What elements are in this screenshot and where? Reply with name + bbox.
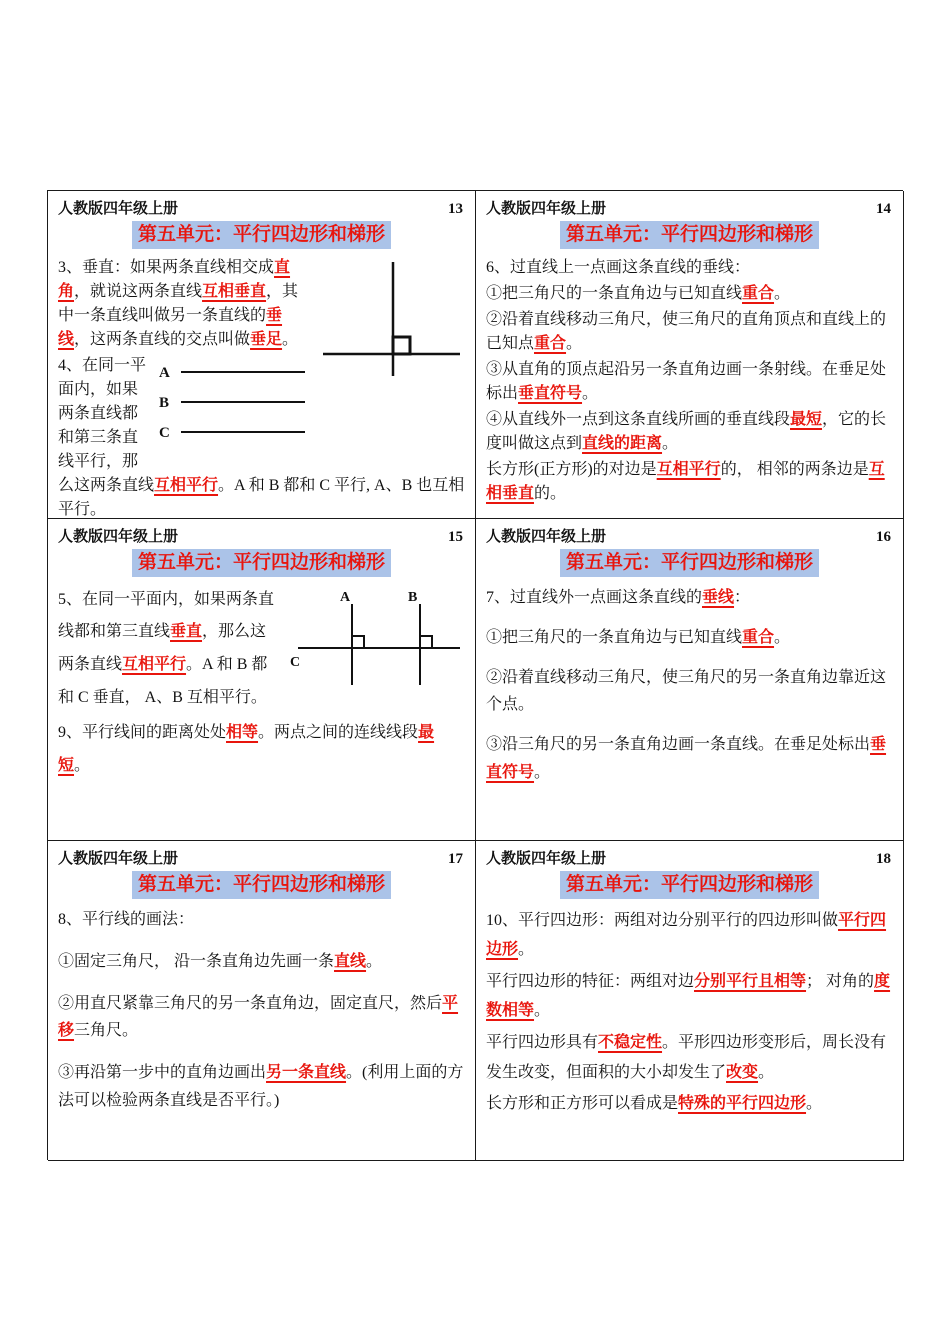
text-segment: 长方形(正方形)的对边是 xyxy=(486,460,657,478)
unit-title xyxy=(476,871,903,899)
highlighted-term: 不稳定性 xyxy=(598,1034,663,1052)
card-header xyxy=(48,519,475,546)
note-card-18 xyxy=(476,841,904,1161)
paragraph xyxy=(486,1089,893,1119)
note-card-15 xyxy=(48,519,476,841)
book-title: 人教版四年级上册 xyxy=(486,201,607,217)
paragraph xyxy=(486,664,893,718)
paragraph xyxy=(486,282,893,306)
paragraph xyxy=(486,967,893,1026)
card-header xyxy=(476,841,903,868)
paragraph xyxy=(486,584,893,611)
highlighted-term: 互相平行 xyxy=(154,476,219,494)
unit-title xyxy=(48,871,475,899)
highlighted-term: 垂足 xyxy=(250,330,283,348)
svg-text:B: B xyxy=(159,394,170,411)
text-segment: 平行四边形具有 xyxy=(486,1034,599,1052)
svg-text:C: C xyxy=(290,654,301,670)
highlighted-term: 直线 xyxy=(334,952,367,970)
card-body xyxy=(48,254,475,519)
page-number: 17 xyxy=(448,851,463,867)
note-card-13 xyxy=(48,191,476,519)
book-title: 人教版四年级上册 xyxy=(58,851,179,867)
paragraph xyxy=(486,408,893,456)
two-perpendiculars-diagram xyxy=(290,586,465,704)
paragraph xyxy=(58,990,465,1044)
text-segment: 。两点之间的连线线段 xyxy=(258,723,419,741)
text-segment: 。 xyxy=(534,1002,551,1020)
text-segment: 。 xyxy=(534,763,551,781)
text-segment: 10、平行四边形：两组对边分别平行的四边形叫做 xyxy=(486,911,839,929)
highlighted-term: 平移 xyxy=(58,995,459,1040)
text-segment: 的， 相邻的两条边是 xyxy=(720,460,869,478)
card-body xyxy=(48,582,475,793)
text-segment: 。 xyxy=(366,952,383,970)
text-segment: 平行四边形的特征：两组对边 xyxy=(486,972,695,990)
text-segment: ③再沿第一步中的直角边画出 xyxy=(58,1064,267,1082)
parallel-lines-abc-diagram xyxy=(157,356,307,454)
text-segment: ③沿三角尺的另一条直角边画一条直线。在垂足处标出 xyxy=(486,736,871,754)
text-segment: 。A 和 B 都和 C 平行, A、B 也互相平行。 xyxy=(58,476,465,518)
highlighted-term: 最短 xyxy=(790,410,823,428)
text-segment: 4、在同一平面内，如果两条直线都和第三条直线平行，那么这两条直线 xyxy=(58,356,155,494)
page-number: 18 xyxy=(876,851,891,867)
paragraph xyxy=(58,717,465,783)
text-segment: 。 xyxy=(774,628,791,646)
svg-text:C: C xyxy=(159,424,170,441)
card-header xyxy=(476,191,903,218)
highlighted-term: 垂直符号 xyxy=(486,736,887,781)
text-segment: ④从直线外一点到这条直线所画的垂直线段 xyxy=(486,410,791,428)
highlighted-term: 重合 xyxy=(742,284,775,302)
highlighted-term: 相等 xyxy=(226,723,259,741)
highlighted-term: 直线的距离 xyxy=(582,434,663,452)
text-segment: ； 对角的 xyxy=(806,972,875,990)
text-segment: 。 xyxy=(282,330,299,348)
page-number: 13 xyxy=(448,201,463,217)
card-header xyxy=(476,519,903,546)
text-segment: 长方形和正方形可以看成是 xyxy=(486,1095,679,1113)
card-body xyxy=(476,582,903,807)
card-header xyxy=(48,191,475,218)
text-segment: ②用直尺紧靠三角尺的另一条直角边，固定直尺，然后 xyxy=(58,995,443,1013)
text-segment: 。A 和 B 都和 C 垂直， A、B 互相平行。 xyxy=(58,656,268,707)
text-segment: ②沿着直线移动三角尺，使三角尺的另一条直角边靠近这个点。 xyxy=(486,669,887,714)
highlighted-term: 直角 xyxy=(58,258,291,300)
notes-grid xyxy=(47,190,903,1160)
text-segment: 5、在同一平面内，如果两条直线都和第三直线 xyxy=(58,590,275,641)
unit-title xyxy=(48,549,475,577)
text-segment: 。 xyxy=(518,941,535,959)
highlighted-term: 垂直 xyxy=(170,623,203,641)
text-segment: ①固定三角尺， 沿一条直角边先画一条 xyxy=(58,952,335,970)
text-segment: 。 xyxy=(74,756,91,774)
highlighted-term: 垂直符号 xyxy=(518,384,583,402)
text-segment: 。 xyxy=(774,284,791,302)
text-segment: 。 xyxy=(662,434,679,452)
highlighted-term: 重合 xyxy=(742,628,775,646)
unit-title xyxy=(476,221,903,249)
text-segment: ，就说这两条直线 xyxy=(74,282,203,300)
highlighted-term: 特殊的平行四边形 xyxy=(678,1095,807,1113)
text-segment: ①把三角尺的一条直角边与已知直线 xyxy=(486,284,743,302)
highlighted-term: 分别平行且相等 xyxy=(694,972,807,990)
page-number: 16 xyxy=(876,529,891,545)
svg-text:A: A xyxy=(340,589,351,605)
page-number: 14 xyxy=(876,201,891,217)
paragraph xyxy=(486,308,893,356)
book-title: 人教版四年级上册 xyxy=(486,529,607,545)
text-segment: ③从直角的顶点起沿另一条直角边画一条射线。在垂足处标出 xyxy=(486,360,887,402)
book-title: 人教版四年级上册 xyxy=(58,201,179,217)
unit-title-text: 第五单元：平行四边形和梯形 xyxy=(132,221,391,249)
paragraph xyxy=(486,256,893,280)
text-segment: 。 xyxy=(758,1063,775,1081)
highlighted-term: 改变 xyxy=(726,1063,759,1081)
text-segment: 。平形四边形变形后，周长没有发生改变，但面积的大小却发生了 xyxy=(486,1034,887,1081)
text-segment: 9、平行线间的距离处处 xyxy=(58,723,227,741)
highlighted-term: 互相垂直 xyxy=(486,460,885,502)
note-card-16 xyxy=(476,519,904,841)
paragraph xyxy=(486,731,893,785)
highlighted-term: 平行四边形 xyxy=(486,911,887,959)
text-segment: 7、过直线外一点画这条直线的 xyxy=(486,588,703,606)
perpendicular-lines-diagram xyxy=(315,258,465,388)
text-segment: ，它的长度叫做这点到 xyxy=(486,410,887,452)
text-segment: ，那么这两条直线 xyxy=(58,623,267,674)
card-body xyxy=(476,904,903,1129)
highlighted-term: 另一条直线 xyxy=(266,1064,347,1082)
text-segment: ②沿着直线移动三角尺，使三角尺的直角顶点和直线上的已知点 xyxy=(486,310,887,352)
svg-text:B: B xyxy=(408,589,418,605)
text-segment: 的。 xyxy=(534,484,567,502)
text-segment: ①把三角尺的一条直角边与已知直线 xyxy=(486,628,743,646)
text-segment: 3、垂直：如果两条直线相交成 xyxy=(58,258,275,276)
text-segment: 。 xyxy=(566,334,583,352)
text-segment: ，这两条直线的交点叫做 xyxy=(74,330,251,348)
text-segment: 三角尺。 xyxy=(74,1022,139,1040)
highlighted-term: 最短 xyxy=(58,723,435,774)
book-title: 人教版四年级上册 xyxy=(486,851,607,867)
note-card-17 xyxy=(48,841,476,1161)
unit-title-text: 第五单元：平行四边形和梯形 xyxy=(132,549,391,577)
svg-text:A: A xyxy=(159,364,170,381)
unit-title-text: 第五单元：平行四边形和梯形 xyxy=(560,221,819,249)
paragraph xyxy=(486,624,893,651)
unit-title-text: 第五单元：平行四边形和梯形 xyxy=(132,871,391,899)
note-card-14 xyxy=(476,191,904,519)
text-segment: 8、平行线的画法： xyxy=(58,910,195,928)
highlighted-term: 度数相等 xyxy=(486,972,891,1020)
book-title: 人教版四年级上册 xyxy=(58,529,179,545)
unit-title xyxy=(476,549,903,577)
highlighted-term: 重合 xyxy=(534,334,567,352)
text-segment: 。 xyxy=(582,384,599,402)
paragraph xyxy=(58,906,465,933)
paragraph xyxy=(486,358,893,406)
text-segment: 6、过直线上一点画这条直线的垂线： xyxy=(486,258,751,276)
highlighted-term: 互相平行 xyxy=(122,656,187,674)
text-segment: 。 xyxy=(806,1095,823,1113)
paragraph xyxy=(486,1028,893,1087)
highlighted-term: 垂线 xyxy=(702,588,735,606)
highlighted-term: 互相垂直 xyxy=(202,282,267,300)
paragraph xyxy=(486,458,893,506)
highlighted-term: 互相平行 xyxy=(656,460,721,478)
card-header xyxy=(48,841,475,868)
card-body xyxy=(476,254,903,516)
card-body xyxy=(48,904,475,1137)
paragraph xyxy=(58,1059,465,1113)
unit-title-text: 第五单元：平行四边形和梯形 xyxy=(560,871,819,899)
unit-title-text: 第五单元：平行四边形和梯形 xyxy=(560,549,819,577)
unit-title xyxy=(48,221,475,249)
paragraph xyxy=(58,948,465,975)
text-segment: 。(利用上面的方法可以检验两条直线是否平行。) xyxy=(58,1064,464,1109)
text-segment: ，其中一条直线叫做另一条直线的 xyxy=(58,282,299,324)
paragraph xyxy=(486,906,893,965)
text-segment: ： xyxy=(734,588,751,606)
highlighted-term: 垂线 xyxy=(58,306,283,348)
page-number: 15 xyxy=(448,529,463,545)
